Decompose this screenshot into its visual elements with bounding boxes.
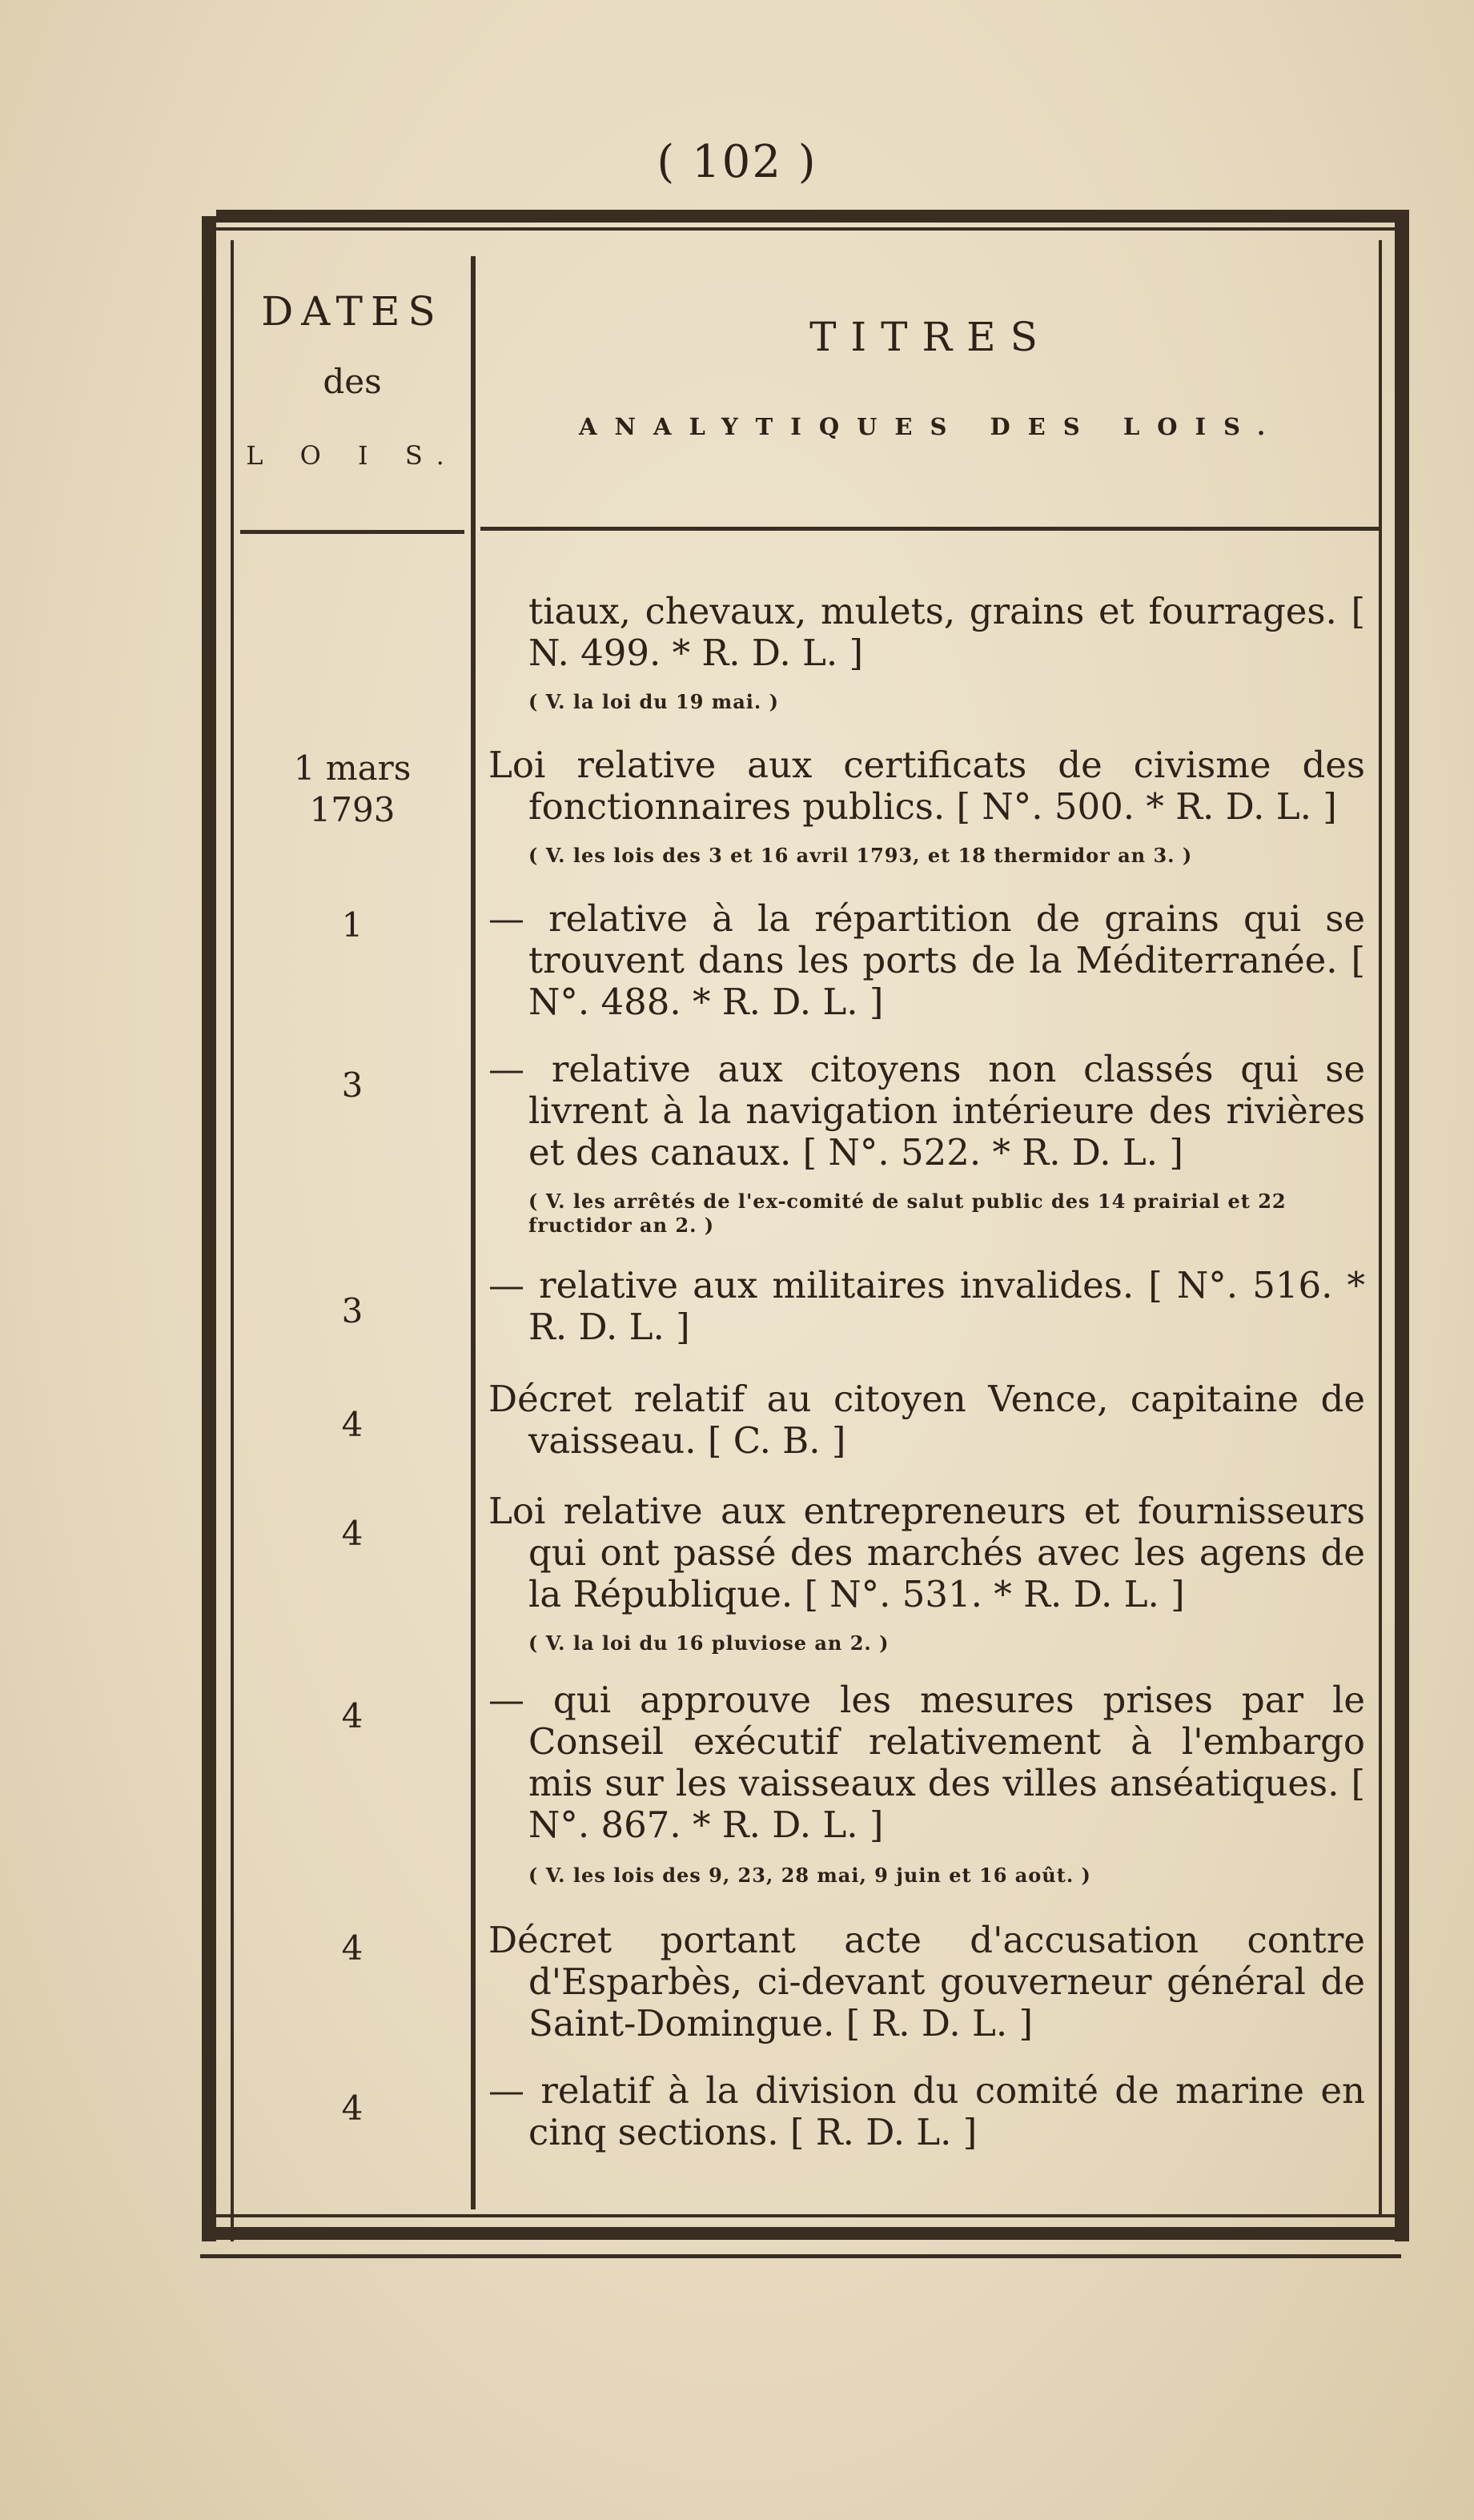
table-border-right-inner [1379, 240, 1382, 2217]
law-entry-note: ( V. la loi du 19 mai. ) [528, 690, 779, 713]
law-entry-text: Loi relative aux certificats de civisme des fonctionnaires publics. [ N°. 500. * R. D. L. ] [488, 744, 1365, 828]
table-border-top-inner [216, 227, 1409, 231]
law-entry-text: Décret relatif au citoyen Vence, capitaine de vaisseau. [ C. B. ] [488, 1378, 1365, 1462]
law-entry-text: — relative à la répartition de grains qui se trouvent dans les ports de la Méditerranée. [ N°. 488. * R. D. L. ] [488, 897, 1365, 1023]
law-entry-text: — relative aux militaires invalides. [ N°. 516. * R. D. L. ] [488, 1264, 1365, 1348]
column-divider [471, 256, 476, 2209]
law-entry-text: — qui approuve les mesures prises par le Conseil exécutif relativement à l'embargo mis sur les vaisseaux des villes anséatiques. [ N°. 867. * R. D. L. ] [488, 1679, 1365, 1846]
table-border-left-inner [231, 240, 234, 2241]
column-header-titres: TITRES [809, 314, 1052, 360]
table-border-bottom-outer [200, 2254, 1401, 2258]
law-entry-date: 1 [341, 905, 363, 945]
law-entry [488, 1265, 1365, 1348]
law-entry-note: ( V. les lois des 3 et 16 avril 1793, et 18 thermidor an 3. ) [528, 844, 1193, 867]
law-entry-date: 4 [341, 1514, 363, 1553]
law-entry-text: Loi relative aux entrepreneurs et fournisseurs qui ont passé des marchés avec les agens de la République. [ N°. 531. * R. D. L. ] [488, 1490, 1365, 1615]
header-rule-titles [480, 527, 1381, 531]
law-entry-date: 1 mars 1793 [293, 748, 412, 829]
table-border-bottom-inner [216, 2214, 1397, 2217]
column-header-lois: L O I S. [246, 440, 459, 471]
law-entry [488, 744, 1365, 828]
table-border-bottom [202, 2227, 1409, 2240]
header-rule-dates [240, 530, 464, 534]
law-entry [488, 1491, 1365, 1615]
law-entry [488, 1679, 1365, 1846]
law-entry [488, 1378, 1365, 1462]
page-number: ( 102 ) [657, 136, 817, 188]
column-header-analytiques: ANALYTIQUES DES LOIS. [578, 413, 1283, 440]
law-entry [488, 898, 1365, 1023]
law-entry-date: 3 [341, 1291, 363, 1330]
law-entry-date: 4 [341, 1928, 363, 1968]
law-entry-text: — relatif à la division du comité de marine en cinq sections. [ R. D. L. ] [488, 2069, 1365, 2153]
law-entry-text: — relative aux citoyens non classés qui se livrent à la navigation intérieure des rivières et des canaux. [ N°. 522. * R. D. L. ] [488, 1048, 1365, 1174]
law-entry-date: 4 [341, 2089, 363, 2128]
column-header-des: des [323, 362, 382, 401]
law-entry-date: 4 [341, 1696, 363, 1736]
law-entry-note: ( V. la loi du 16 pluviose an 2. ) [528, 1631, 890, 1655]
law-entry-note: ( V. les lois des 9, 23, 28 mai, 9 juin et 16 août. ) [528, 1864, 1091, 1887]
law-entry [488, 1920, 1365, 2044]
law-entry-note: ( V. les arrêtés de l'ex-comité de salut public des 14 prairial et 22 fructidor an 2. ) [528, 1190, 1287, 1237]
table-border-top [216, 210, 1409, 223]
column-header-dates: DATES [261, 288, 444, 335]
table-border-right [1395, 216, 1409, 2241]
law-entry-date: 4 [341, 1405, 363, 1444]
law-entry-text: Décret portant acte d'accusation contre d'Esparbès, ci-devant gouverneur général de Saint-Domingue. [ R. D. L. ] [488, 1919, 1365, 2044]
law-entry [488, 591, 1365, 674]
law-entry-text: tiaux, chevaux, mulets, grains et fourrages. [ N. 499. * R. D. L. ] [528, 590, 1365, 674]
law-entry [488, 1049, 1365, 1174]
law-entry [488, 2070, 1365, 2153]
table-border-left [202, 216, 216, 2241]
law-entry-date: 3 [341, 1065, 363, 1105]
